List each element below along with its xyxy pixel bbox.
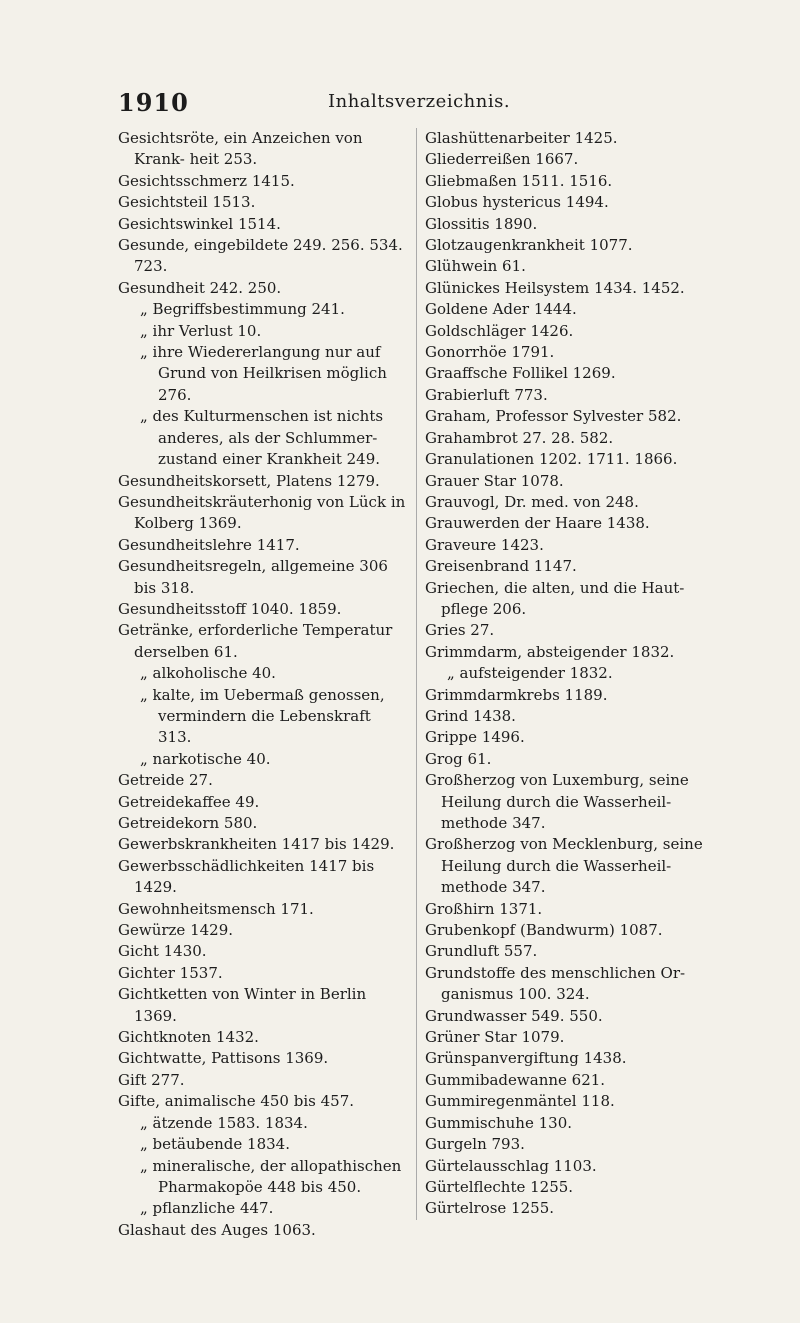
index-entry: Gicht 1430. — [118, 942, 207, 961]
index-entry: Gesundheitsstoff 1040. 1859. — [118, 599, 342, 618]
index-entry: Gürtelflechte 1255. — [425, 1177, 574, 1196]
index-entry: Gichtketten von Winter in Berlin 1369. — [118, 985, 367, 1025]
index-entry: Granulationen 1202. 1711. 1866. — [425, 450, 678, 469]
index-entry: Gries 27. — [425, 621, 495, 640]
index-entry: Grundluft 557. — [425, 942, 538, 961]
index-entry: Grimmdarmkrebs 1189. — [425, 685, 608, 704]
index-entry: Grauvogl, Dr. med. von 248. — [425, 492, 639, 511]
index-entry: Glünickes Heilsystem 1434. 1452. — [425, 278, 685, 297]
index-entry: Globus hystericus 1494. — [425, 193, 609, 212]
index-entry: Glossitis 1890. — [425, 214, 538, 233]
index-entry: Gesundheitslehre 1417. — [118, 535, 300, 554]
index-entry: Grüner Star 1079. — [425, 1028, 565, 1047]
index-subentry: „ des Kulturmenschen ist nichts anderes, als der Schlummer- zustand einer Krankheit 249. — [140, 407, 384, 469]
index-entry: Graham, Professor Sylvester 582. — [425, 407, 682, 426]
index-entry: Gichter 1537. — [118, 963, 223, 982]
index-entry: Gesunde, eingebildete 249. 256. 534. 723. — [118, 236, 403, 276]
index-entry: Grind 1438. — [425, 706, 516, 725]
index-entry: Gewerbsschädlichkeiten 1417 bis 1429. — [118, 856, 375, 897]
index-entry: Grimmdarm, absteigender 1832. — [425, 642, 675, 661]
index-subentry: „ aufsteigender 1832. — [447, 664, 613, 683]
index-entry: Gürtelrose 1255. — [425, 1199, 555, 1218]
index-subentry: „ alkoholische 40. — [140, 664, 276, 683]
running-title: Inhaltsverzeichnis. — [328, 91, 511, 112]
index-entry: Glühwein 61. — [425, 257, 526, 276]
index-entry: Großherzog von Mecklenburg, seine Heilung durch die Wasserheil- methode 347. — [425, 835, 703, 897]
index-subentry: „ narkotische 40. — [140, 749, 271, 768]
index-entry: Goldschläger 1426. — [425, 321, 574, 340]
index-entry: Gichtknoten 1432. — [118, 1028, 259, 1047]
index-entry: Getreidekorn 580. — [118, 814, 258, 832]
index-entry: Großhirn 1371. — [425, 899, 543, 918]
index-entry: Greisenbrand 1147. — [425, 557, 577, 576]
index-entry: Gesichtswinkel 1514. — [118, 214, 281, 233]
page-number: 1910 — [118, 88, 189, 117]
index-entry: Gewürze 1429. — [118, 921, 234, 940]
index-entry: Grabierluft 773. — [425, 385, 548, 404]
index-entry: Graveure 1423. — [425, 535, 544, 554]
index-entry: Gliebmaßen 1511. 1516. — [425, 171, 613, 190]
index-entry: Gesichtsröte, ein Anzeichen von Krank- heit 253. — [118, 129, 363, 169]
index-subentry: „ kalte, im Uebermaß genossen, vermindern die Lebenskraft 313. — [140, 685, 385, 747]
index-subentry: „ ihre Wiedererlangung nur auf Grund von Heilkrisen möglich 276. — [140, 343, 387, 404]
index-entry: Gurgeln 793. — [425, 1135, 525, 1154]
index-subentry: „ mineralische, der allopathischen Pharmakopöe 448 bis 450. — [140, 1156, 402, 1196]
index-entry: Goldene Ader 1444. — [425, 300, 577, 319]
index-entry: Gesundheit 242. 250. — [118, 278, 282, 297]
index-entry: Gürtelausschlag 1103. — [425, 1156, 597, 1175]
index-entry: Glashaut des Auges 1063. — [118, 1220, 316, 1239]
index-entry: Getreide 27. — [118, 771, 213, 790]
index-column-right — [416, 128, 715, 1220]
index-entry: Gesundheitskorsett, Platens 1279. — [118, 471, 380, 490]
index-entry: Gesundheitskräuterhonig von Lück in Kolberg 1369. — [118, 492, 406, 533]
index-entry: Grauer Star 1078. — [425, 471, 564, 490]
index-entry: Gliederreißen 1667. — [425, 150, 579, 169]
index-entry: Großherzog von Luxemburg, seine Heilung durch die Wasserheil- methode 347. — [425, 771, 689, 832]
index-entry: Grippe 1496. — [425, 728, 525, 747]
index-entry: Gesundheitsregeln, allgemeine 306 bis 318. — [118, 557, 388, 597]
index-entry: Gifte, animalische 450 bis 457. — [118, 1092, 355, 1111]
index-entry: Grog 61. — [425, 749, 492, 768]
index-entry: Gummiregenmäntel 118. — [425, 1092, 615, 1111]
index-entry: Glashüttenarbeiter 1425. — [425, 129, 618, 147]
index-entry: Grundwasser 549. 550. — [425, 1006, 603, 1025]
index-entry: Gummischuhe 130. — [425, 1113, 573, 1132]
index-entry: Glotzaugenkrankheit 1077. — [425, 236, 633, 255]
index-entry: Gonorrhöe 1791. — [425, 343, 555, 362]
index-entry: Grahambrot 27. 28. 582. — [425, 428, 614, 447]
index-entry: Gichtwatte, Pattisons 1369. — [118, 1049, 329, 1068]
index-subentry: „ ihr Verlust 10. — [140, 321, 262, 340]
index-entry: Gift 277. — [118, 1070, 185, 1089]
index-subentry: „ pflanzliche 447. — [140, 1199, 274, 1218]
index-entry: Graaffsche Follikel 1269. — [425, 364, 616, 383]
index-entry: Griechen, die alten, und die Haut- pflege 206. — [425, 578, 685, 618]
index-entry: Gewohnheitsmensch 171. — [118, 899, 314, 918]
index-entry: Gesichtsteil 1513. — [118, 193, 256, 212]
index-entry: Getreidekaffee 49. — [118, 792, 260, 811]
page-header — [118, 88, 718, 118]
index-entry: Gewerbskrankheiten 1417 bis 1429. — [118, 835, 395, 854]
index-entry: Gesichtsschmerz 1415. — [118, 171, 295, 190]
index-subentry: „ Begriffsbestimmung 241. — [140, 300, 345, 319]
index-entry: Grundstoffe des menschlichen Or- ganismus 100. 324. — [425, 963, 686, 1004]
index-entry: Grubenkopf (Bandwurm) 1087. — [425, 921, 663, 940]
index-entry: Getränke, erforderliche Temperatur derselben 61. — [118, 621, 393, 661]
index-entry: Grünspanvergiftung 1438. — [425, 1049, 627, 1068]
index-column-left — [118, 128, 408, 1241]
index-subentry: „ ätzende 1583. 1834. — [140, 1113, 308, 1132]
index-subentry: „ betäubende 1834. — [140, 1135, 290, 1154]
index-entry: Gummibadewanne 621. — [425, 1070, 606, 1089]
index-entry: Grauwerden der Haare 1438. — [425, 514, 650, 533]
